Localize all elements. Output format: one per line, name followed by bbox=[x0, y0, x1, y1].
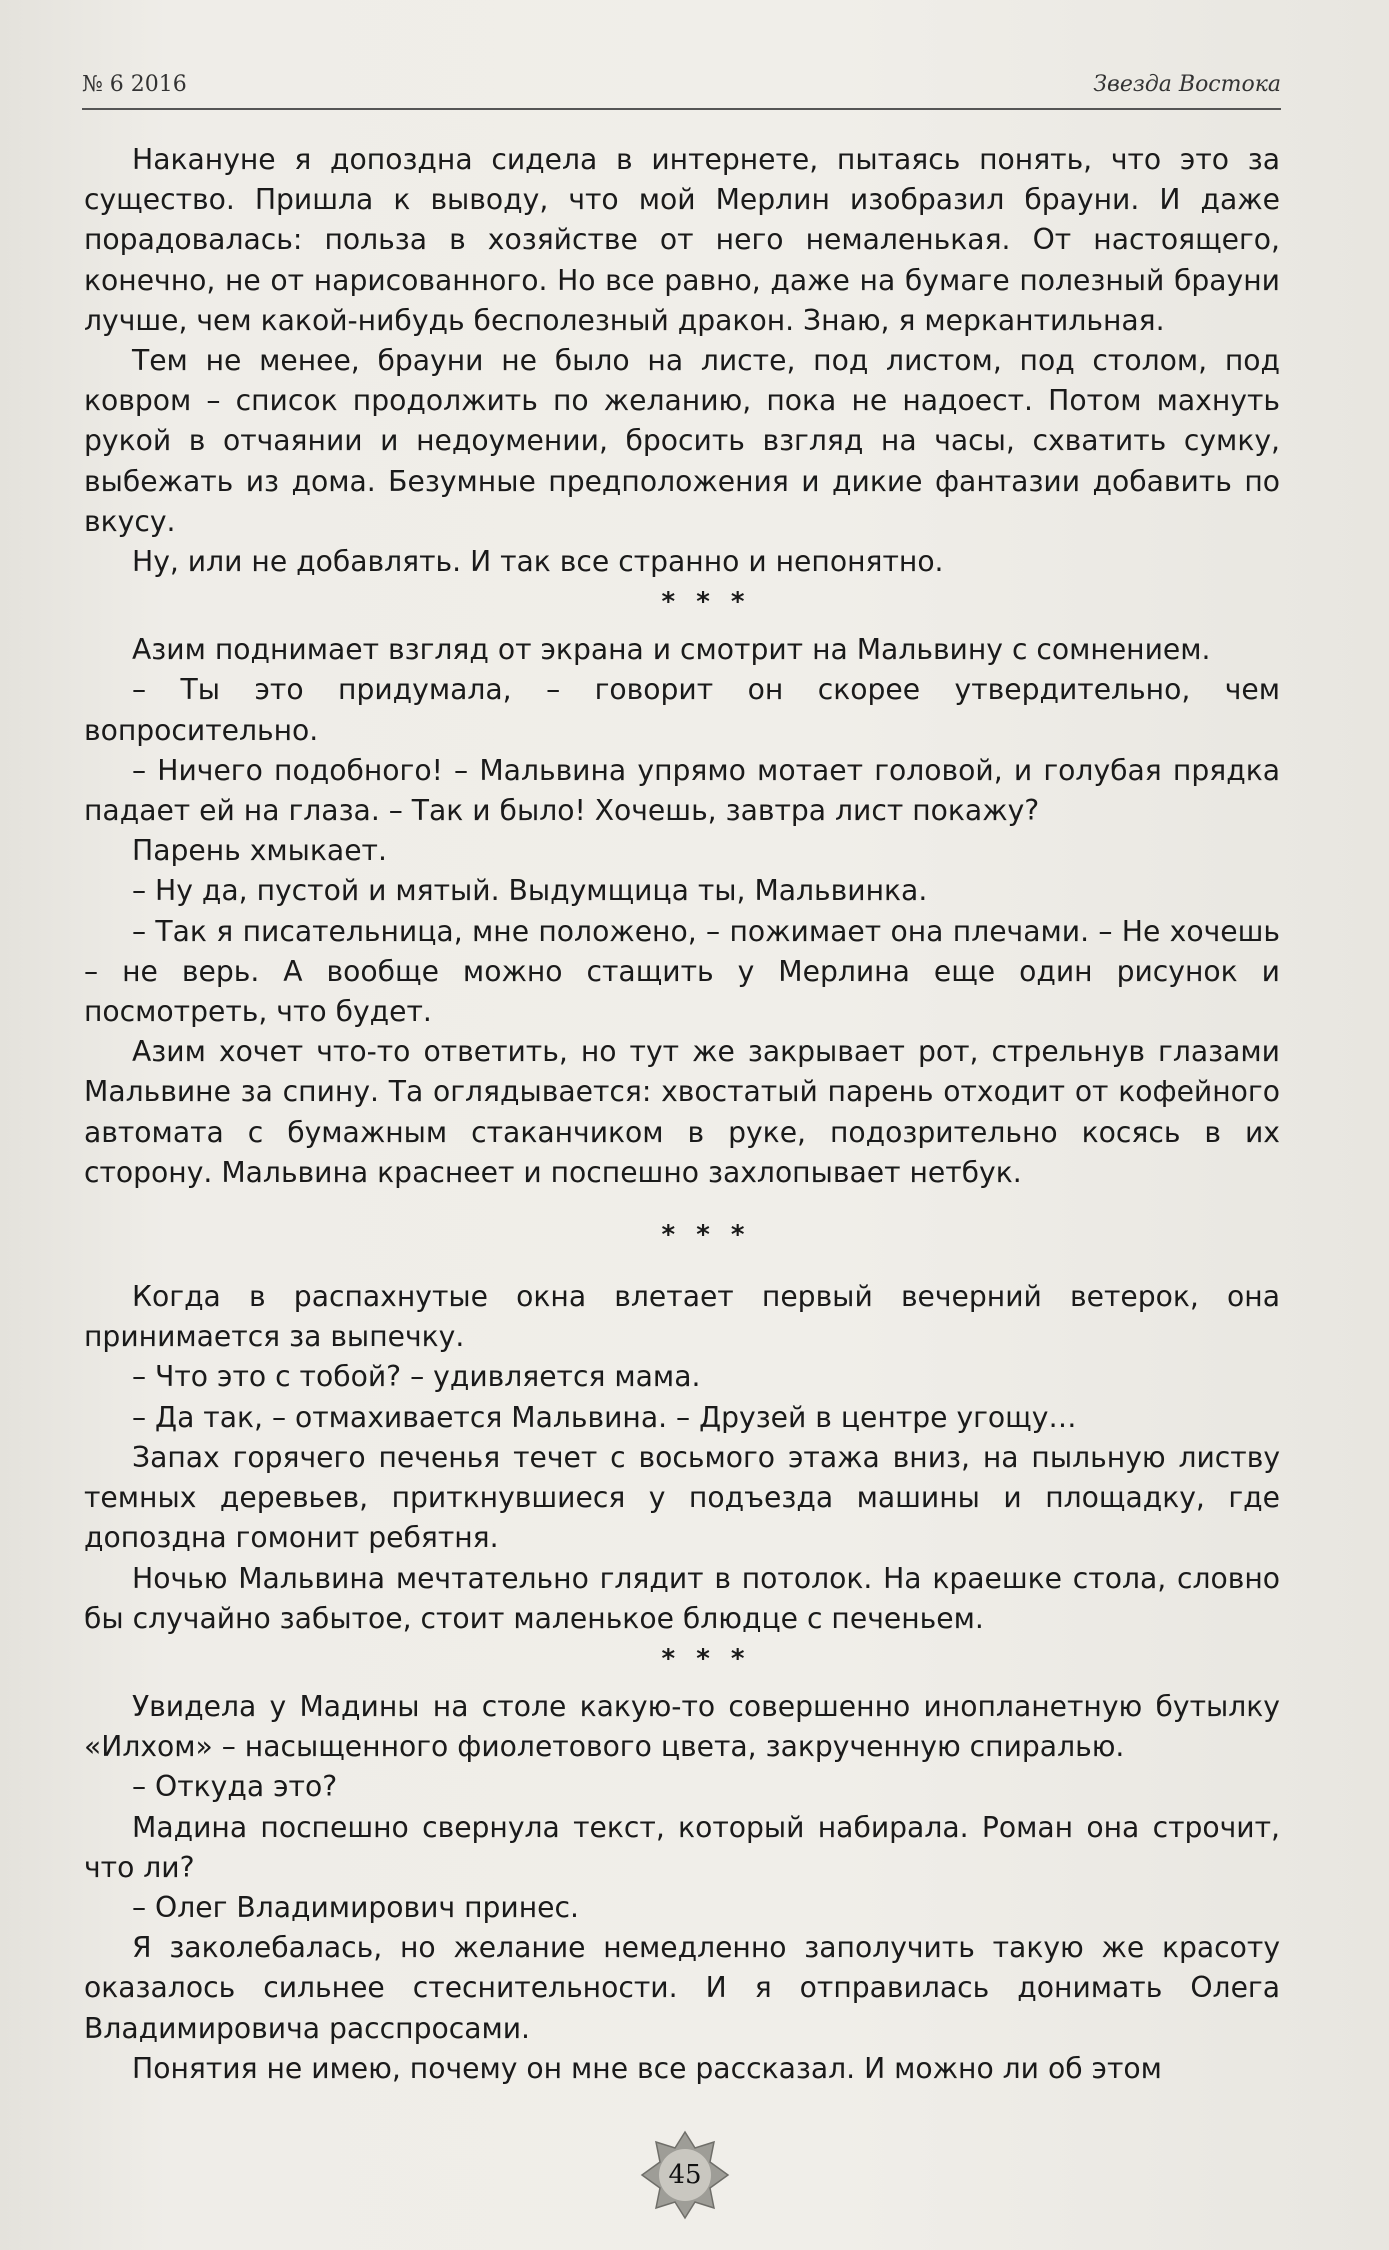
article-text bbox=[84, 140, 1280, 2089]
dialogue-line: – Олег Владимирович принес. bbox=[132, 1890, 579, 1924]
page-number: 45 bbox=[668, 2160, 702, 2190]
section-separator: * * * bbox=[661, 1220, 751, 1251]
paragraph: Ночью Мальвина мечтательно глядит в потолок. На краешке стола, словно бы случайно забытое, стоит маленькое блюдце с печеньем. bbox=[84, 1561, 1280, 1635]
paragraph: Я заколебалась, но желание немедленно заполучить такую же красоту оказалось сильнее стеснительности. И я отправилась донимать Олега Владимировича расспросами. bbox=[84, 1931, 1280, 2045]
dialogue-line: – Да так, – отмахивается Мальвина. – Друзей в центре угощу… bbox=[132, 1400, 1077, 1434]
paragraph: Когда в распахнутые окна влетает первый вечерний ветерок, она принимается за выпечку. bbox=[84, 1280, 1280, 1354]
header-rule bbox=[82, 108, 1281, 110]
section-separator: * * * bbox=[661, 587, 751, 618]
paragraph: Азим хочет что-то ответить, но тут же закрывает рот, стрельнув глазами Мальвине за спину. Та оглядывается: хвостатый парень отходит от кофейного автомата с бумажным стаканчиком в руке, подозрительно косясь в их сторону. Мальвина краснеет и поспешно захлопывает нетбук. bbox=[84, 1035, 1280, 1189]
page-number-badge bbox=[640, 2130, 730, 2220]
paragraph: Парень хмыкает. bbox=[132, 834, 387, 868]
paragraph: Понятия не имею, почему он мне все рассказал. И можно ли об этом bbox=[132, 2051, 1162, 2085]
paragraph: Увидела у Мадины на столе какую-то совершенно инопланетную бутылку «Илхом» – насыщенного фиолетового цвета, закрученную спиралью. bbox=[84, 1689, 1280, 1764]
running-header bbox=[82, 66, 1281, 106]
issue-number: № 6 2016 bbox=[82, 72, 187, 97]
dialogue-line: – Что это с тобой? – удивляется мама. bbox=[132, 1360, 701, 1394]
paragraph: Запах горячего печенья течет с восьмого этажа вниз, на пыльную листву темных деревьев, приткнувшиеся у подъезда машины и площадку, где допоздна гомонит ребятня. bbox=[84, 1440, 1280, 1555]
dialogue-line: – Ничего подобного! – Мальвина упрямо мотает головой, и голубая прядка падает ей на глаза. – Так и было! Хочешь, завтра лист покажу? bbox=[84, 753, 1280, 828]
dialogue-line: – Ну да, пустой и мятый. Выдумщица ты, Мальвинка. bbox=[132, 874, 928, 908]
dialogue-line: – Ты это придумала, – говорит он скорее утвердительно, чем вопросительно. bbox=[84, 673, 1280, 747]
paragraph: Азим поднимает взгляд от экрана и смотрит на Мальвину с сомнением. bbox=[132, 633, 1211, 667]
section-separator: * * * bbox=[661, 1643, 751, 1674]
dialogue-line: – Откуда это? bbox=[132, 1770, 338, 1804]
paragraph: Накануне я допоздна сидела в интернете, пытаясь понять, что это за существо. Пришла к выводу, что мой Мерлин изобразил брауни. И даже порадовалась: польза в хозяйстве от него немаленькая. От настоящего, конечно, не от нарисованного. Но все равно, даже на бумаге полезный брауни лучше, чем какой-нибудь бесполезный дракон. Знаю, я меркантильная. bbox=[84, 143, 1280, 337]
dialogue-line: – Так я писательница, мне положено, – пожимает она плечами. – Не хочешь – не верь. А вообще можно стащить у Мерлина еще один рисунок и посмотреть, что будет. bbox=[84, 914, 1280, 1029]
paragraph: Мадина поспешно свернула текст, который набирала. Роман она строчит, что ли? bbox=[84, 1810, 1280, 1884]
journal-title: Звезда Востока bbox=[1093, 72, 1281, 97]
paragraph: Тем не менее, брауни не было на листе, под листом, под столом, под ковром – список продолжить по желанию, пока не надоест. Потом махнуть рукой в отчаянии и недоумении, бросить взгляд на часы, схватить сумку, выбежать из дома. Безумные предположения и дикие фантазии добавить по вкусу. bbox=[84, 344, 1280, 538]
paragraph: Ну, или не добавлять. И так все странно и непонятно. bbox=[132, 545, 944, 579]
